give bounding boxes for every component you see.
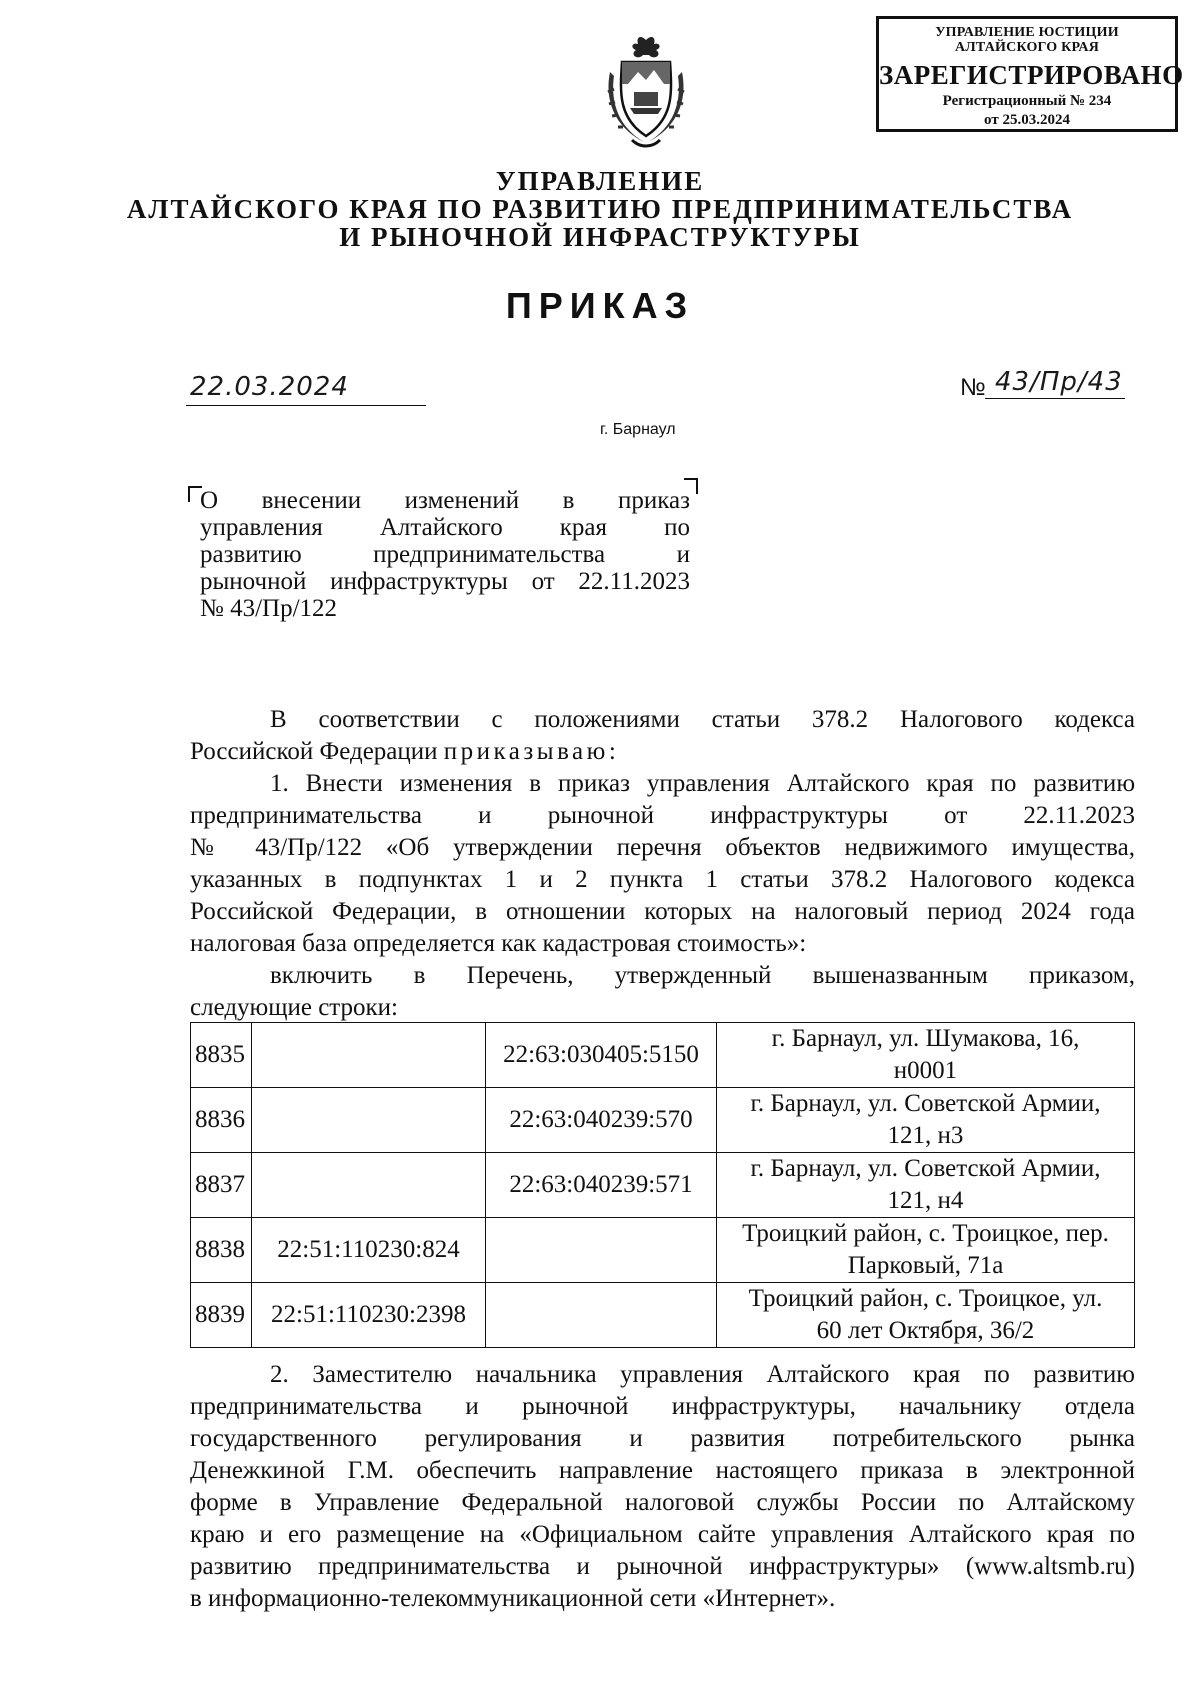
- subject-line: развитию предпринимательства и: [200, 541, 690, 568]
- org-name-line3: И РЫНОЧНОЙ ИНФРАСТРУКТУРЫ: [339, 222, 861, 252]
- cadastral-premises: 22:63:030405:5150: [486, 1023, 717, 1088]
- text-line: В соответствии с положениями статьи 378.2 Налогового кодекса: [270, 706, 1135, 733]
- text-line: налоговая база определяется как кадастровая стоимость»:: [190, 930, 807, 957]
- address-line: г. Барнаул, ул. Советской Армии,: [750, 1155, 1101, 1182]
- address-line: 121, н4: [887, 1187, 964, 1214]
- address-line: Парковый, 71а: [847, 1252, 1004, 1279]
- address-line: Троицкий район, с. Троицкое, пер.: [742, 1220, 1109, 1247]
- table-row: [191, 1283, 1135, 1348]
- text-line: государственного регулирования и развития потребительского рынка: [190, 1425, 1135, 1452]
- objects-table: [190, 1022, 1135, 1348]
- text-line: № 43/Пр/122 «Об утверждении перечня объектов недвижимого имущества,: [190, 834, 1135, 861]
- text-line: включить в Перечень, утвержденный вышеназванным приказом,: [270, 962, 1135, 989]
- row-number: 8835: [191, 1023, 252, 1088]
- cadastral-premises: 22:63:040239:571: [486, 1153, 717, 1218]
- address-line: г. Барнаул, ул. Советской Армии,: [750, 1090, 1101, 1117]
- cadastral-building: [252, 1023, 486, 1088]
- order-keyword: приказываю:: [443, 738, 620, 765]
- subject-line: № 43/Пр/122: [200, 595, 338, 622]
- coat-of-arms-icon: [600, 32, 692, 150]
- subject-line: управления Алтайского края по: [200, 514, 690, 541]
- body-text-part1: [190, 704, 1135, 1024]
- table-row: [191, 1153, 1135, 1218]
- org-name-line2: АЛТАЙСКОГО КРАЯ ПО РАЗВИТИЮ ПРЕДПРИНИМАТЕЛЬСТВА: [126, 194, 1074, 224]
- address: [717, 1218, 1135, 1283]
- document-type: ПРИКАЗ: [505, 285, 695, 326]
- table-row: [191, 1088, 1135, 1153]
- date-underline: [186, 405, 426, 406]
- address-line: 121, н3: [887, 1122, 964, 1149]
- text-line: в информационно-телекоммуникационной сети «Интернет».: [190, 1585, 836, 1612]
- text-line: предпринимательства и рыночной инфраструктуры, начальнику отдела: [190, 1393, 1135, 1420]
- cadastral-building: [252, 1088, 486, 1153]
- text-span: Российской Федерации: [190, 738, 444, 765]
- text-line: [190, 736, 1135, 768]
- cadastral-building: [252, 1153, 486, 1218]
- city: г. Барнаул: [600, 421, 676, 438]
- text-line: развитию предпринимательства и рыночной инфраструктуры» (www.altsmb.ru): [190, 1553, 1135, 1580]
- stamp-line2: АЛТАЙСКОГО КРАЯ: [954, 40, 1100, 55]
- registration-stamp: [876, 16, 1184, 132]
- cadastral-building: 22:51:110230:2398: [252, 1283, 486, 1348]
- text-line: Российской Федерации, в отношении которых на налоговый период 2024 года: [190, 898, 1135, 925]
- cadastral-premises: 22:63:040239:570: [486, 1088, 717, 1153]
- address: [717, 1153, 1135, 1218]
- row-number: 8838: [191, 1218, 252, 1283]
- address: [717, 1088, 1135, 1153]
- row-number: 8836: [191, 1088, 252, 1153]
- address-line: г. Барнаул, ул. Шумакова, 16,: [771, 1025, 1080, 1052]
- address: [717, 1283, 1135, 1348]
- cadastral-premises: [486, 1218, 717, 1283]
- address-line: 60 лет Октября, 36/2: [816, 1317, 1035, 1344]
- table-row: [191, 1218, 1135, 1283]
- text-line: Денежкиной Г.М. обеспечить направление настоящего приказа в электронной: [190, 1457, 1135, 1484]
- text-line: указанных в подпунктах 1 и 2 пункта 1 статьи 378.2 Налогового кодекса: [190, 866, 1135, 893]
- order-subject: [200, 487, 690, 622]
- address-line: н0001: [893, 1057, 958, 1084]
- stamp-reg-date: от 25.03.2024: [984, 112, 1070, 128]
- number-sign: №: [960, 374, 986, 401]
- text-line: предпринимательства и рыночной инфраструктуры от 22.11.2023: [190, 802, 1135, 829]
- text-line: 1. Внести изменения в приказ управления Алтайского края по развитию: [270, 770, 1135, 797]
- stamp-line1: УПРАВЛЕНИЕ ЮСТИЦИИ: [935, 25, 1119, 40]
- number-underline: [985, 398, 1125, 399]
- body-text-part2: [190, 1359, 1135, 1615]
- subject-line: О внесении изменений в приказ: [200, 487, 690, 514]
- stamp-status: ЗАРЕГИСТРИРОВАНО: [879, 60, 1184, 90]
- table-row: [191, 1023, 1135, 1088]
- org-name-line1: УПРАВЛЕНИЕ: [495, 166, 705, 196]
- text-line: 2. Заместителю начальника управления Алтайского края по развитию: [270, 1361, 1135, 1388]
- text-line: следующие строки:: [190, 994, 399, 1021]
- row-number: 8837: [191, 1153, 252, 1218]
- address: [717, 1023, 1135, 1088]
- subject-line: рыночной инфраструктуры от 22.11.2023: [200, 568, 690, 595]
- text-line: форме в Управление Федеральной налоговой службы России по Алтайскому: [190, 1489, 1135, 1516]
- stamp-reg-number: Регистрационный № 234: [942, 93, 1112, 109]
- address-line: Троицкий район, с. Троицкое, ул.: [748, 1285, 1103, 1312]
- order-date: 22.03.2024: [190, 372, 349, 402]
- row-number: 8839: [191, 1283, 252, 1348]
- cadastral-premises: [486, 1283, 717, 1348]
- cadastral-building: 22:51:110230:824: [252, 1218, 486, 1283]
- order-number: 43/Пр/43: [995, 367, 1123, 397]
- text-line: краю и его размещение на «Официальном сайте управления Алтайского края по: [190, 1521, 1135, 1548]
